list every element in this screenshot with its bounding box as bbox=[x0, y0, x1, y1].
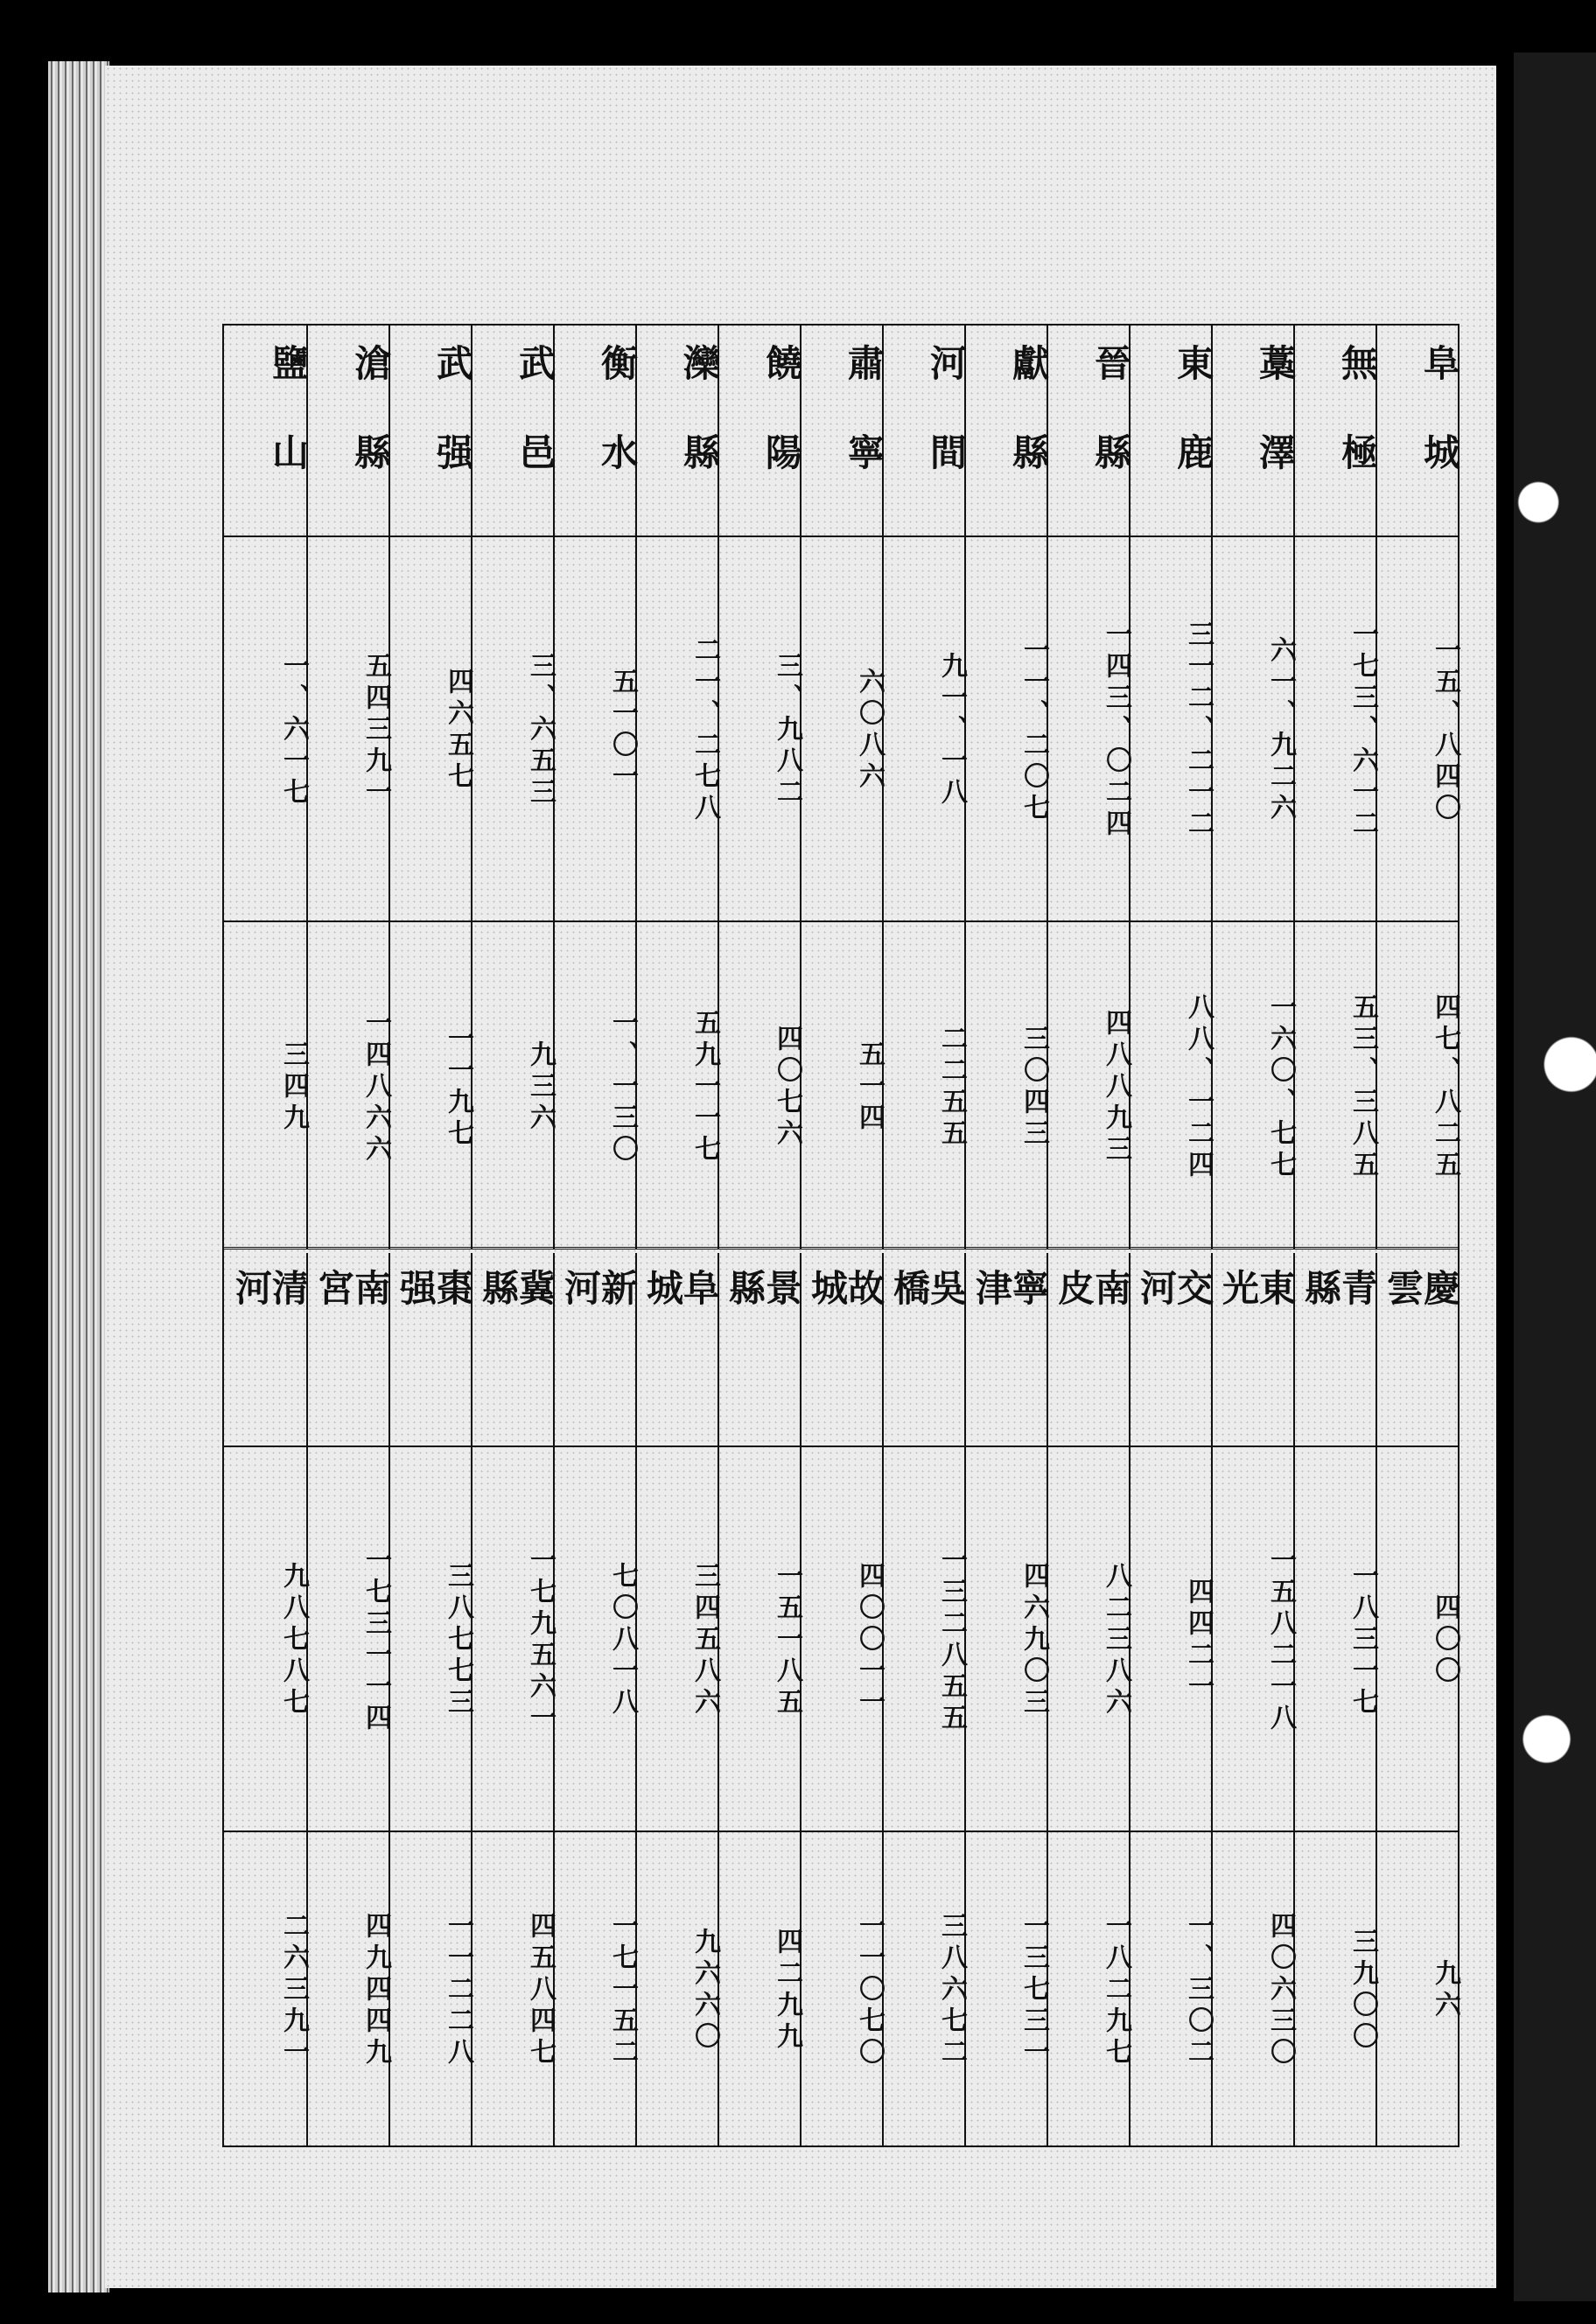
population-count: 四七、八二五 bbox=[1430, 992, 1460, 1182]
household-count: 一五八二一八 bbox=[1265, 1546, 1296, 1735]
household-count: 八二三八六 bbox=[1101, 1562, 1131, 1719]
household-count: 一、六一七 bbox=[278, 652, 309, 809]
household-count: 七〇八一八 bbox=[607, 1562, 638, 1719]
county-name: 慶雲 bbox=[1382, 1269, 1461, 1358]
household-count: 六一、九二六 bbox=[1265, 636, 1296, 825]
population-count: 一一二二八 bbox=[443, 1912, 473, 2069]
population-count: 三〇四三 bbox=[1018, 1024, 1049, 1151]
population-count: 三四九 bbox=[278, 1040, 309, 1135]
household-count: 一七三、六一二 bbox=[1348, 620, 1378, 841]
county-name: 武强 bbox=[431, 344, 474, 522]
household-count: 九八七八七 bbox=[278, 1562, 309, 1719]
county-name: 南皮 bbox=[1053, 1269, 1132, 1358]
population-count: 五三、三八五 bbox=[1348, 992, 1378, 1182]
population-count: 四〇六三〇 bbox=[1265, 1912, 1296, 2069]
census-table bbox=[222, 324, 1460, 2147]
population-count: 一八二九七 bbox=[1101, 1912, 1131, 2069]
county-name: 武邑 bbox=[514, 344, 556, 522]
household-count: 四〇〇一一 bbox=[854, 1562, 885, 1719]
county-name: 饒陽 bbox=[760, 344, 803, 522]
county-name: 東鹿 bbox=[1172, 344, 1214, 522]
county-name: 東光 bbox=[1217, 1269, 1297, 1358]
household-count: 五一〇一 bbox=[607, 668, 638, 794]
band-rule bbox=[224, 1830, 1458, 1832]
population-count: 一七一五二 bbox=[607, 1912, 638, 2069]
population-count: 一、一三〇 bbox=[607, 1008, 638, 1166]
household-count: 一七九五六一 bbox=[525, 1546, 556, 1735]
household-count: 一三二八五五 bbox=[936, 1546, 967, 1735]
population-count: 四二九九 bbox=[772, 1928, 802, 2054]
population-count: 四八八九三 bbox=[1101, 1008, 1131, 1166]
population-count: 九三六 bbox=[525, 1040, 556, 1135]
population-count: 一一九七 bbox=[443, 1024, 473, 1151]
county-name: 交河 bbox=[1135, 1269, 1214, 1358]
household-count: 一八三一七 bbox=[1348, 1562, 1378, 1719]
facing-page-edge bbox=[1514, 52, 1596, 2301]
county-name: 衡水 bbox=[596, 344, 639, 522]
household-count: 二一、二七八 bbox=[690, 636, 720, 825]
household-count: 五四三九一 bbox=[360, 652, 391, 809]
household-count: 三八七七三 bbox=[443, 1562, 473, 1719]
population-count: 二六三九一 bbox=[278, 1912, 309, 2069]
band-rule bbox=[224, 920, 1458, 922]
population-count: 三八六七二 bbox=[936, 1912, 967, 2069]
county-name: 阜城 bbox=[1418, 344, 1461, 522]
county-name: 肅寧 bbox=[843, 344, 886, 522]
section-divider bbox=[224, 1247, 1458, 1250]
population-count: 四〇七六 bbox=[772, 1024, 802, 1151]
household-count: 一一、二〇七 bbox=[1018, 636, 1049, 825]
book-page-edges bbox=[48, 61, 109, 2292]
population-count: 八八、一二四 bbox=[1183, 992, 1214, 1182]
household-count: 四六九〇三 bbox=[1018, 1562, 1049, 1719]
population-count: 三九〇〇 bbox=[1348, 1928, 1378, 2054]
household-count: 三四五八六 bbox=[690, 1562, 720, 1719]
household-count: 一四三、〇二四 bbox=[1101, 620, 1131, 841]
household-count: 三一二、二一二 bbox=[1183, 620, 1214, 841]
county-name: 南宮 bbox=[312, 1269, 392, 1358]
household-count: 三、六五三 bbox=[525, 652, 556, 809]
county-name: 灤縣 bbox=[678, 344, 721, 522]
household-count: 四四二一 bbox=[1183, 1578, 1214, 1704]
household-count: 三、九八二 bbox=[772, 652, 802, 809]
household-count: 一五一八五 bbox=[772, 1562, 802, 1719]
county-name: 景縣 bbox=[724, 1269, 803, 1358]
household-count: 四六五七 bbox=[443, 668, 473, 794]
band-rule bbox=[224, 1446, 1458, 1447]
population-count: 一、三〇二 bbox=[1183, 1912, 1214, 2069]
population-count: 四九四四九 bbox=[360, 1912, 391, 2069]
band-rule bbox=[224, 536, 1458, 537]
county-name: 阜城 bbox=[641, 1269, 721, 1358]
household-count: 九一、一八 bbox=[936, 652, 967, 809]
household-count: 六〇八六 bbox=[854, 668, 885, 794]
county-name: 藁澤 bbox=[1254, 344, 1297, 522]
county-name: 滄縣 bbox=[349, 344, 392, 522]
county-name: 清河 bbox=[230, 1269, 310, 1358]
county-name: 吳橋 bbox=[888, 1269, 968, 1358]
population-count: 九六六〇 bbox=[690, 1928, 720, 2054]
county-name: 青縣 bbox=[1299, 1269, 1379, 1358]
county-name: 新河 bbox=[559, 1269, 639, 1358]
county-name: 獻縣 bbox=[1007, 344, 1050, 522]
county-name: 棗强 bbox=[395, 1269, 474, 1358]
county-name: 無極 bbox=[1336, 344, 1379, 522]
population-count: 二二五五 bbox=[936, 1024, 967, 1151]
population-count: 一三七三一 bbox=[1018, 1912, 1049, 2069]
table-upper-section bbox=[224, 326, 1461, 1249]
county-name: 晉縣 bbox=[1089, 344, 1132, 522]
household-count: 四〇〇 bbox=[1430, 1593, 1460, 1688]
household-count: 一五、八四〇 bbox=[1430, 636, 1460, 825]
county-name: 寧津 bbox=[970, 1269, 1050, 1358]
population-count: 五一四 bbox=[854, 1040, 885, 1135]
population-count: 四五八四七 bbox=[525, 1912, 556, 2069]
table-lower-section bbox=[224, 1253, 1461, 2146]
population-count: 一一〇七〇 bbox=[854, 1912, 885, 2069]
household-count: 一七三一一四 bbox=[360, 1546, 391, 1735]
population-count: 五九一一七 bbox=[690, 1008, 720, 1166]
population-count: 九六 bbox=[1430, 1959, 1460, 2022]
population-count: 一六〇、七七 bbox=[1265, 992, 1296, 1182]
county-name: 故城 bbox=[806, 1269, 886, 1358]
county-name: 鹽山 bbox=[267, 344, 310, 522]
county-name: 河間 bbox=[925, 344, 968, 522]
county-name: 冀縣 bbox=[477, 1269, 556, 1358]
population-count: 一四八六六 bbox=[360, 1008, 391, 1166]
